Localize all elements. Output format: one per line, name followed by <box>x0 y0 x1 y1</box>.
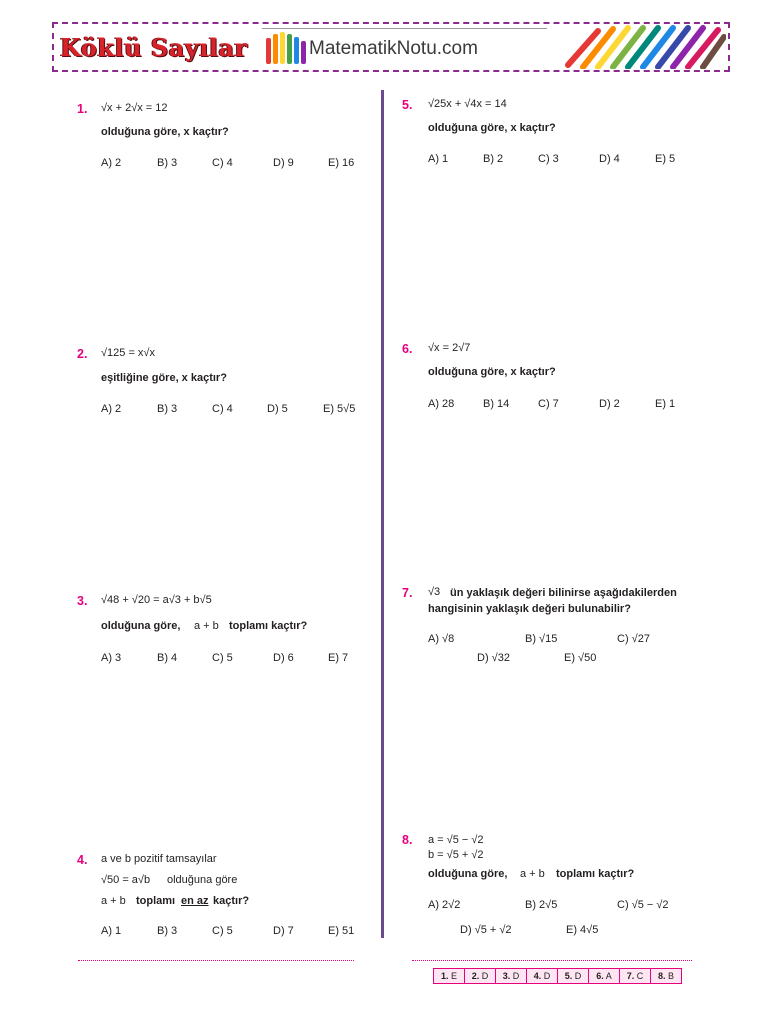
colored-pencils-icon <box>558 25 726 69</box>
answer-key-number: 8. <box>657 971 666 981</box>
answer-key-letter: E <box>451 971 458 981</box>
answer-key-number: 1. <box>440 971 449 981</box>
answer-key-number: 4. <box>533 971 542 981</box>
option-d[interactable]: D) 2 <box>599 398 620 410</box>
expression-b: b = √5 + √2 <box>428 849 484 861</box>
option-e[interactable]: E) 4√5 <box>566 924 599 936</box>
option-e[interactable]: E) 5√5 <box>323 403 356 415</box>
question-prompt: olduğuna göre, x kaçtır? <box>428 122 556 134</box>
option-d[interactable]: D) 4 <box>599 153 620 165</box>
column-divider <box>381 90 384 938</box>
option-c[interactable]: C) 5 <box>212 652 233 664</box>
answer-key-letter: B <box>668 971 675 981</box>
option-b[interactable]: B) 2√5 <box>525 899 558 911</box>
answer-key-number: 7. <box>626 971 635 981</box>
prompt-tail: kaçtır? <box>213 895 250 907</box>
topic-title-logo: Köklü Sayılar <box>60 33 248 62</box>
question-number: 5. <box>402 98 413 112</box>
question-expression: √x = 2√7 <box>428 342 471 354</box>
question-number: 6. <box>402 342 413 356</box>
question-number: 3. <box>77 594 88 608</box>
answer-key <box>433 968 682 984</box>
question-expression: √25x + √4x = 14 <box>428 98 507 110</box>
option-a[interactable]: A) 2 <box>101 403 122 415</box>
prompt-lead: olduğuna göre, <box>101 620 181 632</box>
prompt-minimum <box>181 895 209 907</box>
question-expression: √x + 2√x = 12 <box>101 102 168 114</box>
option-d[interactable]: D) √32 <box>477 652 510 664</box>
answer-key-letter: D <box>543 971 551 981</box>
question-prompt: eşitliğine göre, x kaçtır? <box>101 372 227 384</box>
answer-key-number: 6. <box>596 971 604 981</box>
answer-key-item <box>651 969 681 983</box>
answer-key-letter: D <box>481 971 489 981</box>
option-b[interactable]: B) 4 <box>157 652 178 664</box>
answer-key-item <box>527 969 558 983</box>
option-b[interactable]: B) √15 <box>525 633 558 645</box>
option-d[interactable]: D) √5 + √2 <box>460 924 512 936</box>
answer-key-letter: D <box>512 971 520 981</box>
answer-key-item <box>465 969 496 983</box>
option-c[interactable]: C) 7 <box>538 398 559 410</box>
question-line-1: a ve b pozitif tamsayılar <box>101 853 217 865</box>
option-b[interactable]: B) 14 <box>483 398 510 410</box>
option-b[interactable]: B) 2 <box>483 153 504 165</box>
option-e[interactable]: E) 1 <box>655 398 676 410</box>
answer-key-item <box>620 969 651 983</box>
option-a[interactable]: A) 1 <box>101 925 122 937</box>
answer-key-letter: A <box>605 971 612 981</box>
prompt-total: toplamı <box>136 895 176 907</box>
site-name: MatematikNotu.com <box>309 38 478 59</box>
question-number: 8. <box>402 833 413 847</box>
answer-key-number: 5. <box>564 971 573 981</box>
answer-key-item <box>558 969 589 983</box>
option-c[interactable]: C) 3 <box>538 153 559 165</box>
prompt-tail: toplamı kaçtır? <box>556 868 635 880</box>
header-rule <box>262 28 547 29</box>
option-c[interactable]: C) √27 <box>617 633 650 645</box>
answer-key-letter: D <box>574 971 582 981</box>
option-b[interactable]: B) 3 <box>157 157 178 169</box>
option-b[interactable]: B) 3 <box>157 925 178 937</box>
answer-key-item <box>496 969 527 983</box>
option-e[interactable]: E) 7 <box>328 652 349 664</box>
prompt-minimum-underlined: en az <box>181 895 209 907</box>
option-e[interactable]: E) √50 <box>564 652 597 664</box>
question-expression: √50 = a√b <box>101 874 151 886</box>
option-b[interactable]: B) 3 <box>157 403 178 415</box>
option-a[interactable]: A) 3 <box>101 652 122 664</box>
option-a[interactable]: A) √8 <box>428 633 455 645</box>
option-a[interactable]: A) 2√2 <box>428 899 461 911</box>
option-e[interactable]: E) 16 <box>328 157 355 169</box>
question-prompt: olduğuna göre, x kaçtır? <box>101 126 229 138</box>
option-d[interactable]: D) 5 <box>267 403 288 415</box>
answer-key-letter: C <box>636 971 644 981</box>
question-number: 1. <box>77 102 88 116</box>
footer-dotted-rule-left <box>78 960 354 961</box>
prompt-sum: a + b <box>520 868 545 880</box>
question-line-1-tail: ün yaklaşık değeri bilinirse aşağıdakilerden <box>450 587 677 599</box>
prompt-sum: a + b <box>101 895 126 907</box>
prompt-tail: toplamı kaçtır? <box>229 620 308 632</box>
answer-key-item <box>434 969 465 983</box>
question-line-2-tail: olduğuna göre <box>167 874 238 886</box>
prompt-lead: olduğuna göre, <box>428 868 508 880</box>
option-d[interactable]: D) 9 <box>273 157 294 169</box>
answer-key-item <box>589 969 620 983</box>
option-a[interactable]: A) 2 <box>101 157 122 169</box>
answer-key-number: 2. <box>471 971 480 981</box>
option-c[interactable]: C) 4 <box>212 403 233 415</box>
question-expression: √125 = x√x <box>101 347 155 359</box>
option-e[interactable]: E) 51 <box>328 925 355 937</box>
prompt-sum: a + b <box>194 620 219 632</box>
option-d[interactable]: D) 7 <box>273 925 294 937</box>
question-number: 2. <box>77 347 88 361</box>
option-c[interactable]: C) √5 − √2 <box>617 899 669 911</box>
question-prompt: olduğuna göre, x kaçtır? <box>428 366 556 378</box>
hands-logo-icon <box>262 30 310 68</box>
option-e[interactable]: E) 5 <box>655 153 676 165</box>
question-number: 7. <box>402 586 413 600</box>
question-expression: √3 <box>428 586 441 598</box>
page-header <box>52 22 730 72</box>
expression-a: a = √5 − √2 <box>428 834 484 846</box>
option-a[interactable]: A) 1 <box>428 153 449 165</box>
question-number: 4. <box>77 853 88 867</box>
footer-dotted-rule-right <box>412 960 692 961</box>
option-a[interactable]: A) 28 <box>428 398 455 410</box>
question-line-2: hangisinin yaklaşık değeri bulunabilir? <box>428 603 631 615</box>
option-c[interactable]: C) 4 <box>212 157 233 169</box>
answer-key-number: 3. <box>502 971 511 981</box>
option-c[interactable]: C) 5 <box>212 925 233 937</box>
question-expression: √48 + √20 = a√3 + b√5 <box>101 594 212 606</box>
option-d[interactable]: D) 6 <box>273 652 294 664</box>
